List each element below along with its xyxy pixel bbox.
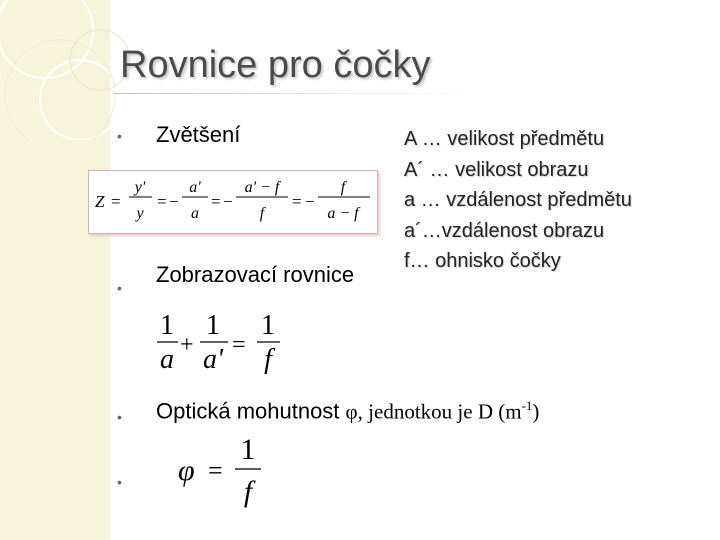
definition-item: a´…vzdálenost obrazu (404, 219, 605, 242)
phi-symbol: φ (345, 399, 358, 424)
definition-item: A´ … velikost obrazu (404, 158, 589, 181)
formula-eq: = (211, 192, 221, 211)
term3-num: a' − f (244, 179, 280, 196)
lens-term3-num: 1 (261, 310, 275, 341)
term3-den: f (259, 205, 265, 222)
definition-item: a … vzdálenost předmětu (404, 189, 632, 211)
term4-den: a − f (327, 205, 359, 222)
bullet-marker: • (117, 128, 122, 144)
unit-close: ) (532, 399, 540, 424)
lens-term3-den: f (264, 344, 272, 375)
formula-lhs: Z (95, 192, 105, 211)
term2-den: a (191, 205, 199, 222)
lens-term2-num: 1 (206, 310, 220, 341)
term3-sign: − (223, 192, 233, 211)
bullet-lens-equation: Zobrazovací rovnice (156, 262, 355, 287)
lens-term1-den: a (160, 344, 174, 375)
power-lhs: φ (178, 454, 195, 487)
power-num: 1 (240, 433, 256, 466)
term1-den: y (136, 205, 144, 222)
formula-eq: = (157, 192, 167, 211)
bullet-marker: • (117, 280, 122, 296)
term2-num: a' (189, 179, 201, 196)
definition-item: f… ohnisko čočky (404, 250, 561, 272)
definition-item: A … velikost předmětu (404, 128, 605, 150)
power-eq: = (208, 456, 223, 485)
lens-eq: = (232, 332, 246, 358)
bullet-magnification: Zvětšení (156, 122, 241, 147)
formula-eq: = (111, 192, 121, 211)
formula-eq: = (292, 192, 302, 211)
power-den: f (243, 475, 253, 508)
term4-sign: − (305, 192, 315, 211)
slide-title: Rovnice pro čočky (120, 44, 431, 86)
unit-exponent: -1 (521, 398, 533, 413)
term1-num: y' (134, 179, 146, 196)
term2-sign: − (169, 192, 179, 211)
lens-term1-num: 1 (160, 310, 174, 341)
optical-power-label: Optická mohutnost (156, 398, 346, 424)
bullet-marker: • (117, 409, 122, 425)
term4-num: f (340, 179, 346, 196)
lens-plus: + (180, 332, 194, 358)
bullet-marker: • (117, 474, 122, 490)
lens-term2-den: a' (203, 344, 223, 375)
unit-text: , jednotkou je D (m (357, 399, 522, 424)
